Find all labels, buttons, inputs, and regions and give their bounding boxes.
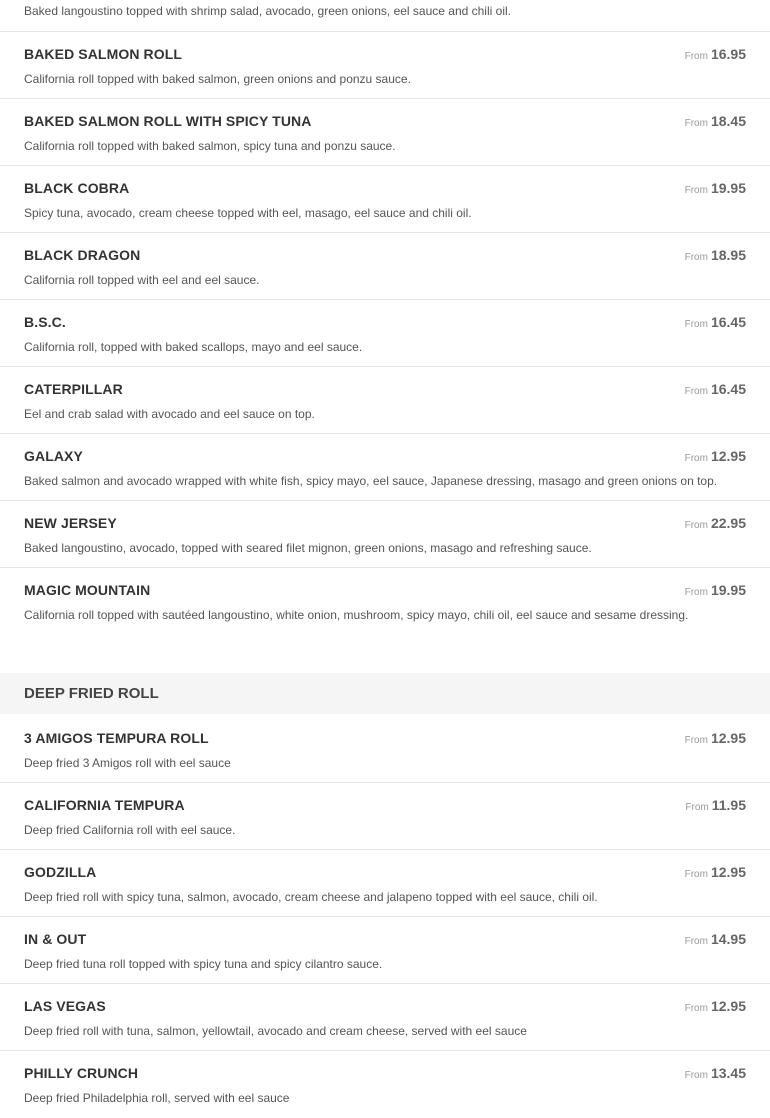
menu-item-description: Deep fried roll with tuna, salmon, yellowtail, avocado and cream cheese, served with eel sauce xyxy=(24,1024,527,1038)
price-value: 12.95 xyxy=(710,448,746,464)
menu-item-name: LAS VEGAS xyxy=(24,998,106,1014)
price-value: 18.45 xyxy=(710,113,746,129)
menu-item-description: Deep fried 3 Amigos roll with eel sauce xyxy=(24,756,231,770)
category-header xyxy=(0,673,770,714)
menu-item-price xyxy=(685,247,746,265)
menu-item[interactable] xyxy=(0,501,770,568)
price-value: 13.45 xyxy=(710,1065,746,1081)
price-value: 22.95 xyxy=(710,515,746,531)
menu-item[interactable] xyxy=(0,99,770,166)
menu-item-description: Baked langoustino, avocado, topped with seared filet mignon, green onions, masago and refreshing sauce. xyxy=(24,541,592,555)
menu-item[interactable] xyxy=(0,716,770,783)
price-value: 12.95 xyxy=(710,864,746,880)
menu-item-price xyxy=(685,180,746,198)
menu-item-name: CALIFORNIA TEMPURA xyxy=(24,797,185,813)
menu-item-price xyxy=(685,931,746,949)
price-value: 19.95 xyxy=(710,180,746,196)
menu-item-description: Baked salmon and avocado wrapped with white fish, spicy mayo, eel sauce, Japanese dressing, masago and green onions on top. xyxy=(24,474,718,488)
menu-item[interactable] xyxy=(0,917,770,984)
menu-item-description: Deep fried Philadelphia roll, served with eel sauce xyxy=(24,1091,290,1105)
price-prefix: From xyxy=(684,453,708,464)
menu-item[interactable] xyxy=(0,783,770,850)
menu-item-description: Eel and crab salad with avocado and eel sauce on top. xyxy=(24,407,315,421)
menu-item-name: GODZILLA xyxy=(24,864,97,880)
price-prefix: From xyxy=(684,386,708,397)
price-prefix: From xyxy=(684,587,708,598)
menu-item-name: BLACK COBRA xyxy=(24,180,130,196)
menu-item-description: California roll topped with baked salmon, green onions and ponzu sauce. xyxy=(24,72,411,86)
menu-item[interactable] xyxy=(0,233,770,300)
price-prefix: From xyxy=(684,252,708,263)
price-value: 19.95 xyxy=(710,582,746,598)
menu-item[interactable] xyxy=(0,1051,770,1118)
menu-item-name: B.S.C. xyxy=(24,314,66,330)
menu-item[interactable] xyxy=(0,32,770,99)
menu-item-description: California roll topped with eel and eel sauce. xyxy=(24,273,260,287)
menu-item[interactable] xyxy=(0,434,770,501)
price-prefix: From xyxy=(685,802,709,813)
menu-item-name: 3 AMIGOS TEMPURA ROLL xyxy=(24,730,209,746)
menu-item[interactable] xyxy=(0,367,770,434)
price-value: 16.45 xyxy=(710,381,746,397)
price-value: 16.95 xyxy=(710,46,746,62)
menu-item-description: California roll, topped with baked scallops, mayo and eel sauce. xyxy=(24,340,363,354)
menu-item-price xyxy=(685,381,746,399)
price-prefix: From xyxy=(684,735,708,746)
menu-item-price xyxy=(685,46,746,64)
menu-item-price xyxy=(685,582,746,600)
price-prefix: From xyxy=(684,51,708,62)
menu-item[interactable] xyxy=(0,850,770,917)
menu-item-description: Deep fried tuna roll topped with spicy tuna and spicy cilantro sauce. xyxy=(24,957,383,971)
menu-item-name: BLACK DRAGON xyxy=(24,247,141,263)
menu-item[interactable] xyxy=(0,568,770,635)
category-title: DEEP FRIED ROLL xyxy=(24,685,159,702)
menu-item-description: California roll topped with baked salmon, spicy tuna and ponzu sauce. xyxy=(24,139,396,153)
menu-item-price xyxy=(685,314,746,332)
price-value: 12.95 xyxy=(710,998,746,1014)
menu-item-description: California roll topped with sautéed langoustino, white onion, mushroom, spicy mayo, chili oil, eel sauce and sesame dressing. xyxy=(24,608,689,622)
menu-item-price xyxy=(685,730,746,748)
menu-item-name: NEW JERSEY xyxy=(24,515,117,531)
menu-item-name: BAKED SALMON ROLL xyxy=(24,46,183,62)
menu-item-price xyxy=(685,448,746,466)
menu-item-price xyxy=(685,1065,746,1083)
price-prefix: From xyxy=(684,520,708,531)
menu-item-price xyxy=(685,864,746,882)
price-prefix: From xyxy=(684,1003,708,1014)
menu-item-price xyxy=(685,515,746,533)
price-value: 11.95 xyxy=(711,797,746,813)
menu-item-price xyxy=(685,998,746,1016)
menu-item-name: MAGIC MOUNTAIN xyxy=(24,582,151,598)
price-prefix: From xyxy=(684,1070,708,1081)
price-value: 16.45 xyxy=(710,314,746,330)
price-prefix: From xyxy=(684,319,708,330)
price-value: 14.95 xyxy=(710,931,746,947)
menu-item-name: BAKED SALMON ROLL WITH SPICY TUNA xyxy=(24,113,312,129)
price-value: 12.95 xyxy=(710,730,746,746)
menu-item[interactable] xyxy=(0,166,770,233)
menu-item-description: Baked langoustino topped with shrimp salad, avocado, green onions, eel sauce and chili oil. xyxy=(24,4,511,18)
menu-item-name: IN & OUT xyxy=(24,931,87,947)
price-value: 18.95 xyxy=(710,247,746,263)
menu-item-name: GALAXY xyxy=(24,448,83,464)
menu-item-name: CATERPILLAR xyxy=(24,381,123,397)
menu-item-description: Deep fried roll with spicy tuna, salmon, avocado, cream cheese and jalapeno topped with eel sauce, chili oil. xyxy=(24,890,598,904)
price-prefix: From xyxy=(684,936,708,947)
menu-item-description: Deep fried California roll with eel sauce. xyxy=(24,823,236,837)
menu-item[interactable] xyxy=(0,300,770,367)
menu-item-price xyxy=(685,113,746,131)
price-prefix: From xyxy=(684,118,708,129)
price-prefix: From xyxy=(684,185,708,196)
menu-item[interactable] xyxy=(0,984,770,1051)
price-prefix: From xyxy=(684,869,708,880)
menu-item-price xyxy=(685,797,746,815)
menu-item-description: Spicy tuna, avocado, cream cheese topped with eel, masago, eel sauce and chili oil. xyxy=(24,206,472,220)
menu-item-name: PHILLY CRUNCH xyxy=(24,1065,139,1081)
